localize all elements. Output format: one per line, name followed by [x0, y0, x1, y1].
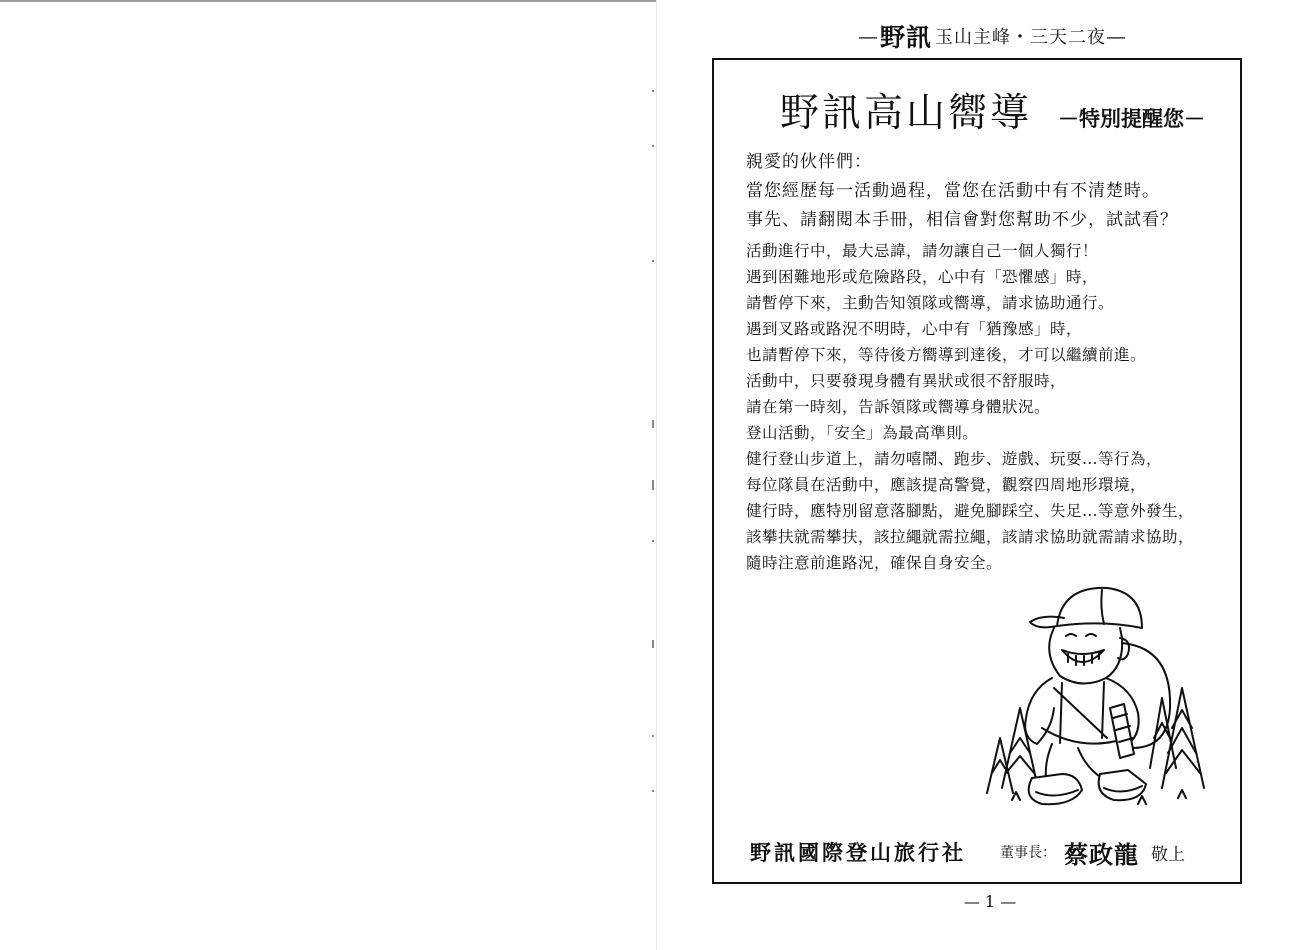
header-dash-right: —: [1106, 24, 1127, 48]
signature-row: [750, 832, 1240, 872]
top-edge-line: [0, 0, 656, 2]
rule-line: 隨時注意前進路況，確保自身安全。: [746, 554, 1003, 572]
scan-speck: [652, 90, 654, 92]
scan-speck: [652, 540, 654, 542]
closing-word: 敬上: [1151, 844, 1185, 865]
notice-title: 野訊高山嚮導: [780, 91, 1033, 136]
greeting-line: 事先、請翻閱本手冊，相信會對您幫助不少，試試看？: [746, 210, 1178, 230]
notice-frame: [712, 58, 1242, 884]
blank-left-page: [0, 0, 656, 950]
notice-title-row: [780, 82, 1250, 138]
scan-speck: [652, 420, 654, 428]
scan-speck: [652, 640, 654, 648]
rule-line: 遇到困難地形或危險路段，心中有「恐懼感」時，: [746, 268, 1099, 286]
scan-speck: [652, 260, 654, 262]
page-number: 1: [984, 892, 996, 911]
hiker-cartoon-icon: [982, 578, 1222, 810]
rule-line: 也請暫停下來，等待後方嚮導到達後，才可以繼續前進。: [746, 346, 1147, 364]
header-dash-left: —: [858, 24, 878, 48]
book-spine: [656, 0, 657, 950]
rule-line: 活動中，只要發現身體有異狀或很不舒服時，: [746, 372, 1067, 390]
scan-speck: [652, 790, 654, 792]
rule-line: 健行登山步道上，請勿嘻鬧、跑步、遊戲、玩耍…等行為，: [746, 450, 1163, 468]
scan-speck: [652, 480, 654, 490]
rule-line: 請在第一時刻，告訴領隊或嚮導身體狀況。: [746, 398, 1051, 416]
greeting-block: [746, 148, 1226, 235]
page-number-footer: [950, 892, 1030, 918]
company-name: 野訊國際登山旅行社: [750, 840, 966, 865]
chairman-name: 蔡政龍: [1064, 839, 1139, 869]
rule-line: 活動進行中，最大忌諱，請勿讓自己一個人獨行！: [746, 242, 1099, 260]
rule-line: 該攀扶就需攀扶，該拉繩就需拉繩，該請求協助就需請求協助，: [746, 528, 1195, 546]
scan-speck: [652, 735, 654, 737]
greeting-line: 當您經歷每一活動過程，當您在活動中有不清楚時。: [746, 181, 1160, 201]
rule-line: 每位隊員在活動中，應該提高警覺，觀察四周地形環境，: [746, 476, 1147, 494]
header-subtitle: 玉山主峰・三天二夜: [935, 27, 1107, 48]
page-num-dash: —: [1000, 892, 1017, 911]
chairman-role: 董事長：: [1000, 845, 1056, 861]
rule-line: 請暫停下來，主動告知領隊或嚮導，請求協助通行。: [746, 294, 1115, 312]
scan-speck: [652, 145, 654, 147]
rule-line: 遇到叉路或路況不明時，心中有「猶豫感」時，: [746, 320, 1083, 338]
header-brand: 野訊: [880, 23, 933, 52]
notice-subtitle: －特別提醒您－: [1058, 106, 1206, 131]
page-header: [858, 20, 1138, 52]
page-num-dash: —: [963, 892, 985, 911]
rule-line: 登山活動，「安全」為最高準則。: [746, 424, 979, 442]
rule-line: 健行時，應特別留意落腳點，避免腳踩空、失足…等意外發生，: [746, 502, 1195, 520]
greeting-line: 親愛的伙伴們：: [746, 152, 872, 172]
safety-rules-block: [746, 238, 1236, 576]
